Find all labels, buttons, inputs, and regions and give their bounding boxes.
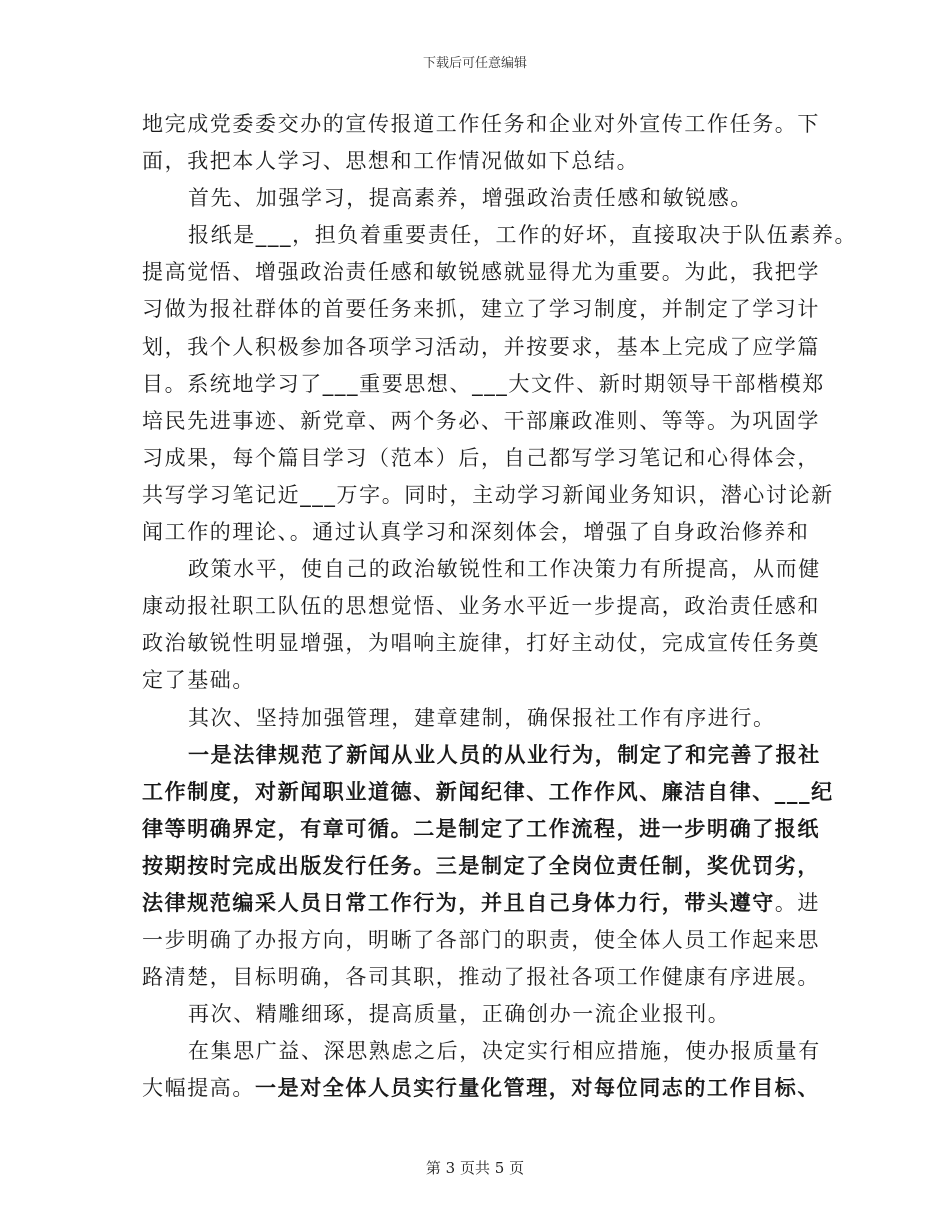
bold-text-segment: 按期按时完成出版发行任务。三是制定了全岗位责任制，奖优罚劣， xyxy=(142,853,820,878)
text-segment: 在集思广益、深思熟虑之后，决定实行相应措施，使办报质量有 xyxy=(188,1039,821,1064)
text-segment: 培民先进事迹、新党章、两个务必、干部廉政准则、等等。为巩固学 xyxy=(142,408,820,433)
text-segment: 习成果，每个篇目学习（范本）后，自己都写学习笔记和心得体会， xyxy=(142,445,820,470)
text-line xyxy=(142,514,812,551)
text-line xyxy=(142,885,821,922)
text-segment: 目。系统地学习了___重要思想、___大文件、新时期领导干部楷模郑 xyxy=(142,371,825,396)
text-line xyxy=(142,737,821,774)
bold-text-segment: 律等明确界定，有章可循。二是制定了工作流程，进一步明确了报纸 xyxy=(142,816,820,841)
text-segment: 地完成党委委交办的宣传报道工作任务和企业对外宣传工作任务。下 xyxy=(142,112,820,136)
text-segment: 大幅提高。 xyxy=(142,1076,255,1101)
text-segment: 一步明确了办报方向，明晰了各部门的职责，使全体人员工作起来思 xyxy=(142,928,820,953)
text-segment: 其次、坚持加强管理，建章建制，确保报社工作有序进行。 xyxy=(188,705,776,730)
text-segment: 共写学习笔记近___万字。同时，主动学习新闻业务知识，潜心讨论新 xyxy=(142,482,834,507)
text-line xyxy=(142,217,858,254)
document-body xyxy=(142,106,858,1108)
text-line xyxy=(142,254,820,291)
text-line xyxy=(142,700,812,737)
text-line xyxy=(142,106,820,143)
text-line xyxy=(142,551,821,588)
text-segment: 习做为报社群体的首要任务来抓，建立了学习制度，并制定了学习计 xyxy=(142,297,820,322)
text-line xyxy=(142,366,825,403)
text-segment: 划，我个人积极参加各项学习活动，并按要求，基本上完成了应学篇 xyxy=(142,334,820,359)
text-segment: 。进 xyxy=(774,890,821,915)
text-line xyxy=(142,329,820,366)
text-segment: 面，我把本人学习、思想和工作情况做如下总结。 xyxy=(142,149,640,174)
text-line xyxy=(142,143,812,180)
text-line xyxy=(142,588,820,625)
text-segment: 报纸是___，担负着重要责任，工作的好坏，直接取决于队伍素养。 xyxy=(188,223,858,248)
text-segment: 政治敏锐性明显增强，为唱响主旋律，打好主动仗，完成宣传任务奠 xyxy=(142,631,820,656)
text-segment: 提高觉悟、增强政治责任感和敏锐感就显得尤为重要。为此，我把学 xyxy=(142,260,820,285)
text-segment: 路清楚，目标明确，各司其职，推动了报社各项工作健康有序进展。 xyxy=(142,965,820,990)
text-line xyxy=(142,848,820,885)
bold-text-segment: 一是法律规范了新闻从业人员的从业行为，制定了和完善了报社 xyxy=(188,742,821,767)
page-header: 下载后可任意编辑 xyxy=(422,56,527,71)
text-segment: 首先、加强学习，提高素养，增强政治责任感和敏锐感。 xyxy=(188,186,753,211)
text-line xyxy=(142,625,820,662)
text-segment: 定了基础。 xyxy=(142,668,255,693)
text-line xyxy=(142,1070,820,1107)
page-footer: 第 3 页共 5 页 xyxy=(425,1159,525,1177)
text-line xyxy=(142,1033,821,1070)
bold-text-segment: 法律规范编采人员日常工作行为，并且自己身体力行，带头遵守 xyxy=(142,890,775,915)
text-segment: 康动报社职工队伍的思想觉悟、业务水平近一步提高，政治责任感和 xyxy=(142,594,820,619)
text-line xyxy=(142,180,812,217)
text-line xyxy=(142,922,820,959)
text-line xyxy=(142,440,820,477)
text-line xyxy=(142,811,820,848)
text-line xyxy=(142,477,834,514)
text-segment: 闻工作的理论、。通过认真学习和深刻体会，增强了自身政治修养和 xyxy=(142,520,810,545)
text-line xyxy=(142,996,812,1033)
text-line xyxy=(142,662,812,699)
text-segment: 再次、精雕细琢，提高质量，正确创办一流企业报刊。 xyxy=(188,1002,731,1027)
bold-text-segment: 工作制度，对新闻职业道德、新闻纪律、工作作风、廉洁自律、___纪 xyxy=(142,779,834,804)
text-line xyxy=(142,291,820,328)
text-line xyxy=(142,403,820,440)
text-line xyxy=(142,774,834,811)
bold-text-segment: 一是对全体人员实行量化管理，对每位同志的工作目标、 xyxy=(255,1076,820,1101)
text-segment: 政策水平，使自己的政治敏锐性和工作决策力有所提高，从而健 xyxy=(188,557,821,582)
text-line xyxy=(142,959,820,996)
